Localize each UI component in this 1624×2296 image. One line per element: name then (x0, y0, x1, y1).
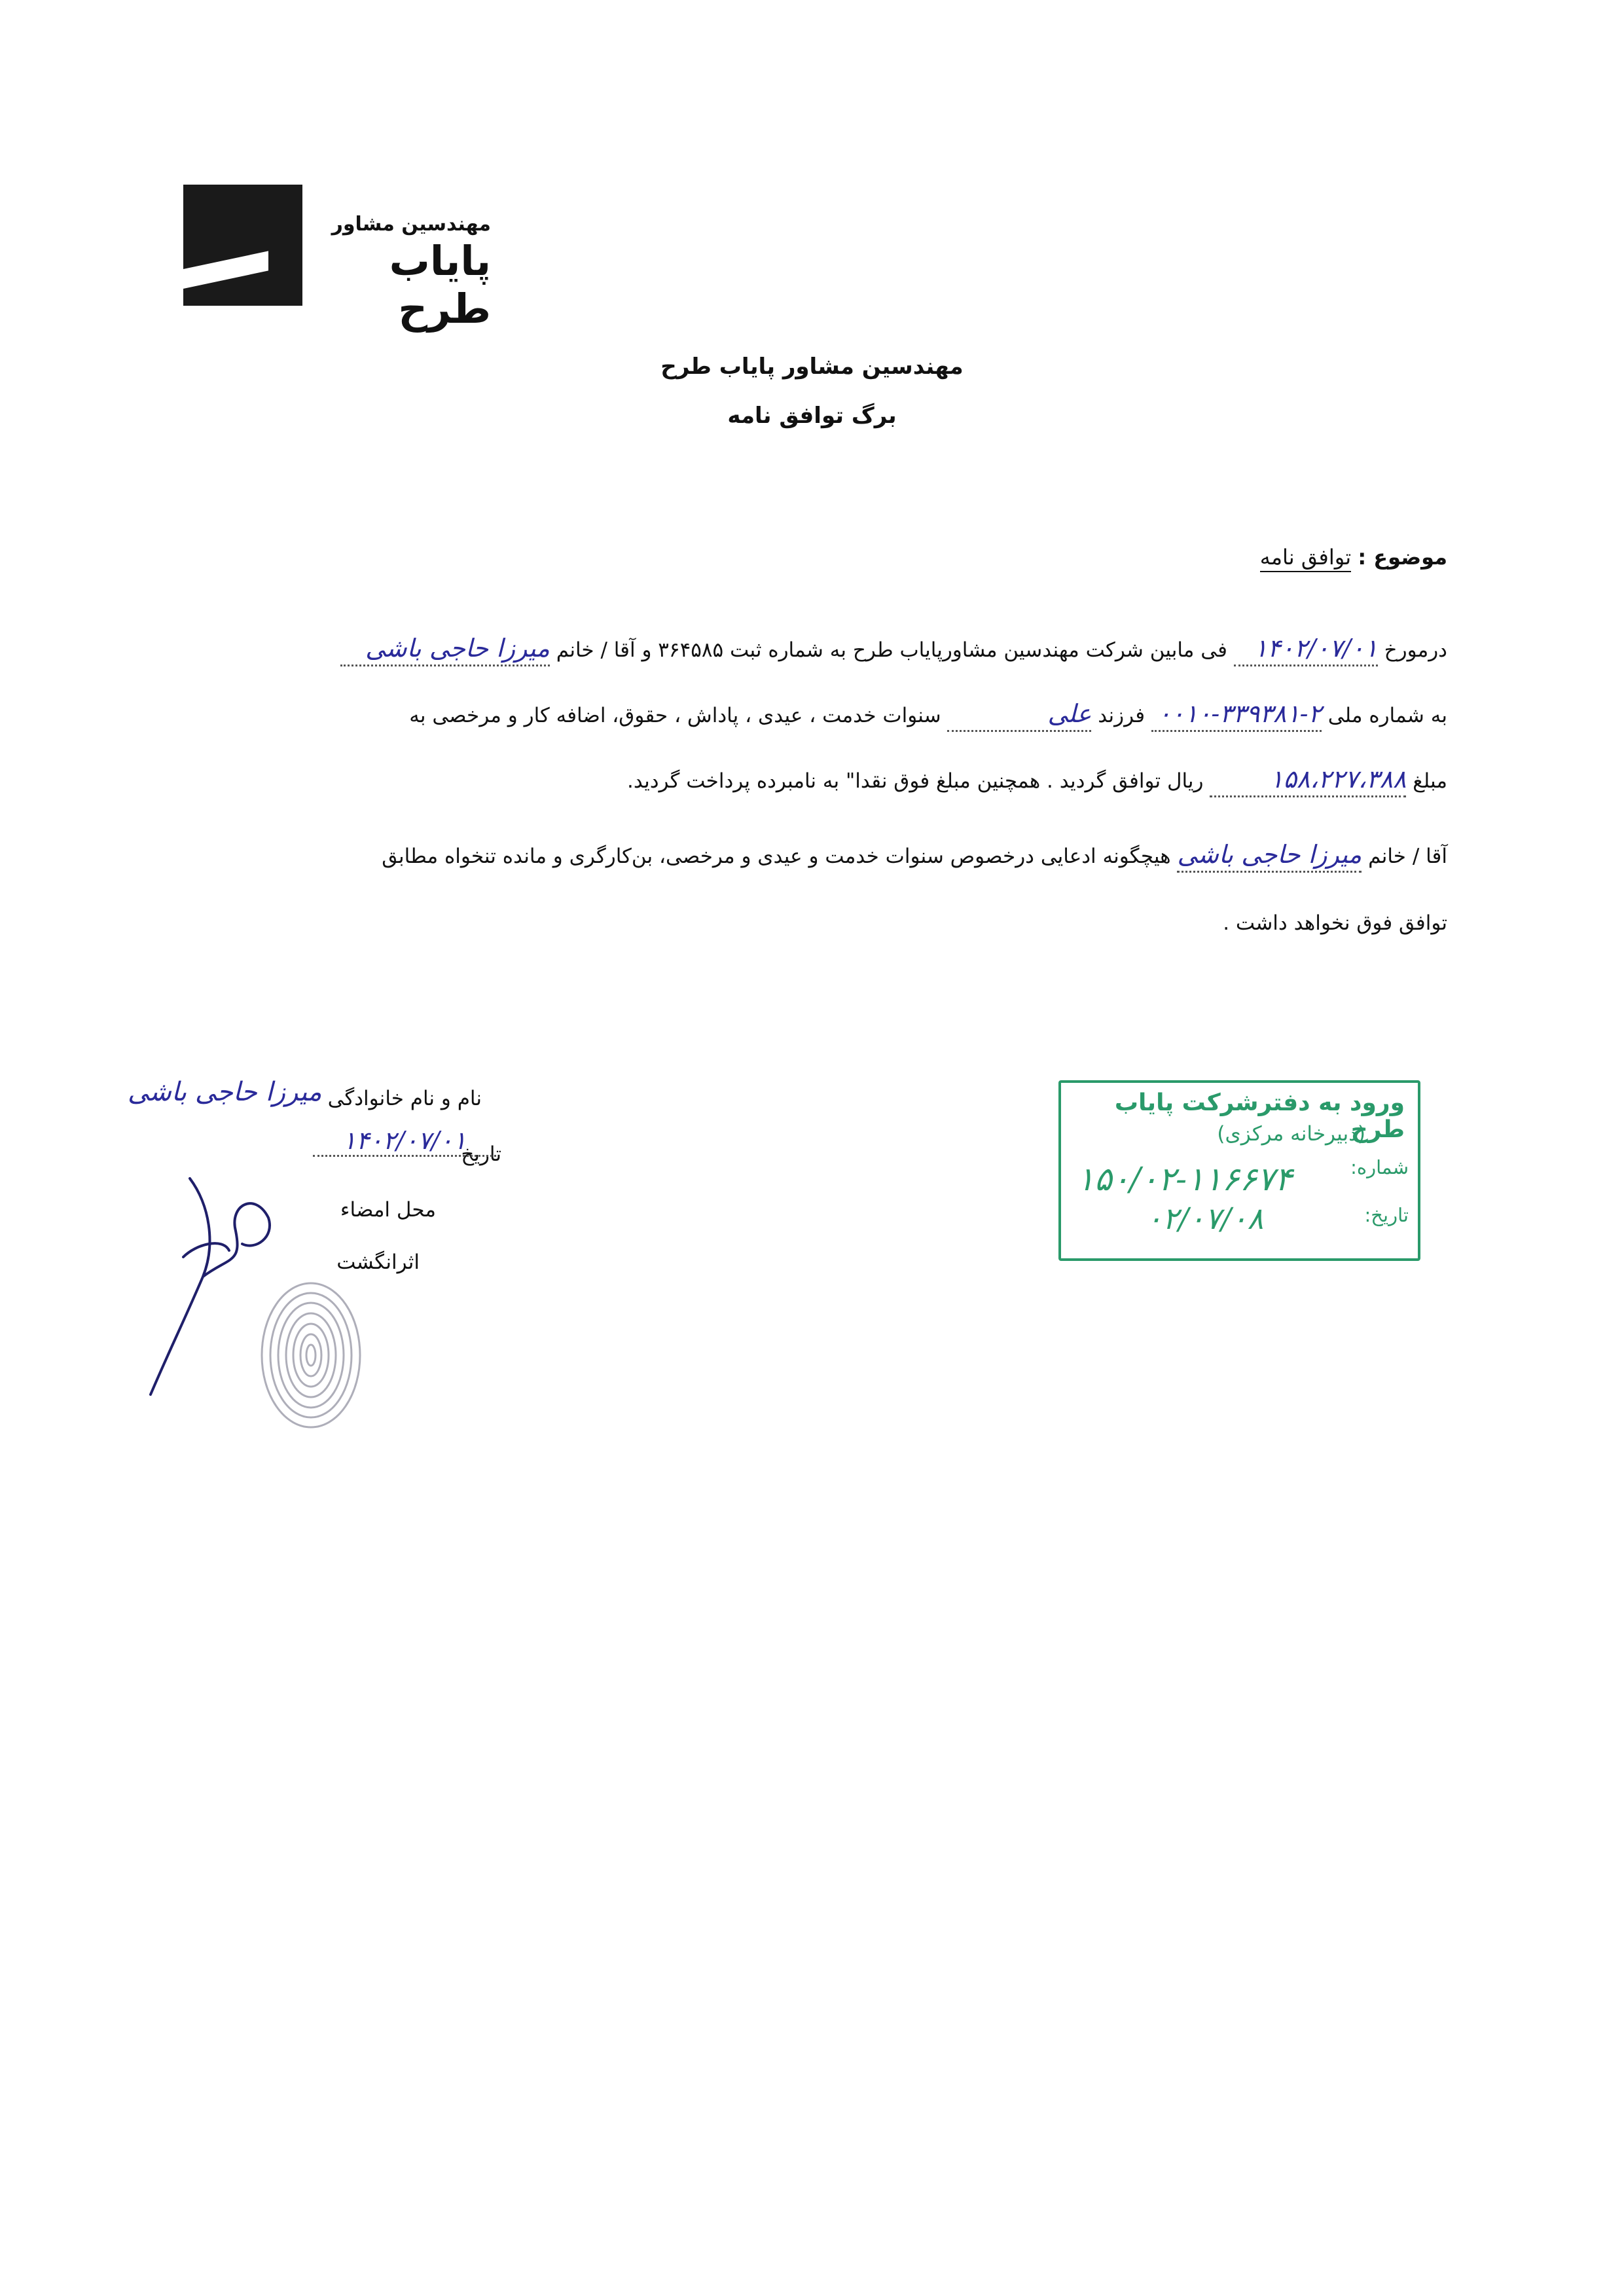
national-id-handwritten: ۰۰۱۰-۳۳۹۳۸۱-۲ (1151, 697, 1322, 732)
amount-label: مبلغ (1413, 769, 1447, 793)
stamp-title: ورود به دفترشرکت پایاب طرح (1114, 1089, 1405, 1143)
logo-small-text: مهندسین مشاور (331, 213, 491, 236)
body-line-4 (190, 838, 1447, 873)
amount-handwritten: ۱۵۸،۲۲۷،۳۸۸ (1210, 763, 1406, 797)
body-line-2 (190, 697, 1447, 732)
fingerprint-mark (255, 1277, 367, 1434)
document-subtitle: برگ توافق نامه (727, 403, 897, 429)
items-clause: سنوات خدمت ، عیدی ، پاداش ، حقوق، اضافه کار و مرخصی به (409, 704, 941, 727)
subject-label: موضوع : (1358, 545, 1447, 570)
body-line-1 (190, 632, 1447, 666)
signer-name-handwritten: میرزا حاجی باشی (128, 1077, 322, 1107)
document-title: مهندسین مشاور پایاب طرح (660, 354, 964, 380)
mr-mrs-label: آقا / خانم (1368, 845, 1447, 868)
waiver-clause: هیچگونه ادعایی درخصوص سنوات خدمت و عیدی و مرخصی، بن‌کارگری و مانده تنخواه مطابق (382, 845, 1171, 868)
body-line-3 (190, 763, 1447, 797)
stamp-subtitle: (دبیرخانه مرکزی) (1217, 1122, 1365, 1146)
stamp-date-label: تاریخ: (1364, 1204, 1409, 1226)
national-id-label: به شماره ملی (1327, 704, 1447, 727)
registration-stamp (1058, 1080, 1420, 1261)
body-line-5: توافق فوق نخواهد داشت . (1223, 911, 1447, 935)
subject-value: توافق نامه (1260, 545, 1351, 572)
company-clause: فی مابین شرکت مهندسین مشاورپایاب طرح به شماره ثبت ۳۶۴۵۸۵ و آقا / خانم (556, 638, 1227, 662)
employee-name-handwritten: میرزا حاجی باشی (340, 632, 550, 666)
subject-line (1260, 545, 1447, 570)
date-label: تاریخ (461, 1142, 501, 1166)
stamp-number-handwritten: ۱۵۰/۰۲-۱۱۶۶۷۴ (1077, 1160, 1293, 1198)
stamp-date-handwritten: ۰۲/۰۷/۰۸ (1146, 1201, 1264, 1236)
signature-place-label: محل امضاء (340, 1198, 436, 1222)
father-label: فرزند (1098, 704, 1146, 727)
employee-name-2-handwritten: میرزا حاجی باشی (1177, 838, 1362, 873)
logo-company-name: پایاب طرح (389, 237, 491, 333)
name-label: نام و نام خانوادگی (327, 1087, 482, 1110)
logo-mark (183, 185, 302, 306)
agreement-date-handwritten: ۱۴۰۲/۰۷/۰۱ (1234, 632, 1378, 666)
father-name-handwritten: علی (947, 697, 1091, 732)
signer-date-handwritten: ۱۴۰۲/۰۷/۰۱ (313, 1126, 496, 1157)
fingerprint-label: اثرانگشت (336, 1250, 420, 1274)
stamp-number-label: شماره: (1350, 1156, 1409, 1178)
payment-clause: ریال توافق گردید . همچنین مبلغ فوق نقدا" به نامبرده پرداخت گردید. (626, 769, 1204, 793)
date-prefix: درمورخ (1384, 638, 1447, 662)
